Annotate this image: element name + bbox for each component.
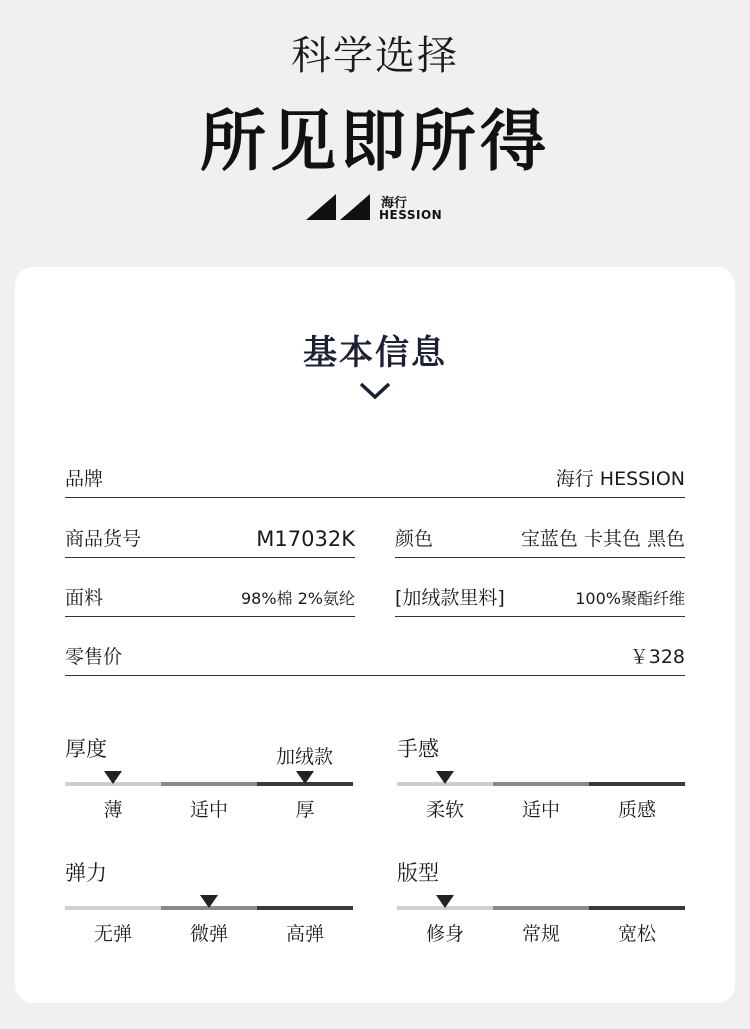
sku-row bbox=[65, 527, 355, 558]
page-subtitle: 科学选择 bbox=[291, 33, 459, 79]
thickness-tick-label: 厚 bbox=[295, 799, 315, 821]
triangle-marker-icon bbox=[296, 771, 314, 784]
logo-mark-icon bbox=[306, 190, 374, 222]
color-value: 宝蓝色 卡其色 黑色 bbox=[520, 528, 685, 550]
feel-title: 手感 bbox=[397, 737, 439, 761]
brand-label: 品牌 bbox=[65, 468, 104, 490]
brand-value: 海行 HESSION bbox=[555, 468, 685, 490]
page-title: 所见即所得 bbox=[200, 103, 550, 180]
thickness-title: 厚度 bbox=[65, 737, 107, 761]
thickness-scale-segment bbox=[161, 782, 257, 786]
triangle-marker-icon bbox=[200, 895, 218, 908]
fit-scale-segment bbox=[493, 906, 589, 910]
brand-row bbox=[65, 468, 685, 498]
fit-title: 版型 bbox=[397, 861, 439, 885]
brand-logo bbox=[306, 190, 446, 224]
triangle-marker-icon bbox=[436, 895, 454, 908]
fit-tick-label: 修身 bbox=[425, 923, 464, 945]
price-value: ￥328 bbox=[629, 646, 685, 668]
price-row bbox=[65, 646, 685, 676]
thickness-tick-label: 适中 bbox=[189, 799, 228, 821]
feel-tick-label: 适中 bbox=[521, 799, 560, 821]
fabric-value: 98%棉 2%氨纶 bbox=[240, 589, 355, 608]
logo-en-text: HESSION bbox=[379, 208, 443, 222]
thickness-tick-label: 薄 bbox=[103, 799, 123, 821]
triangle-marker-icon bbox=[104, 771, 122, 784]
lining-label: [加绒款里料] bbox=[395, 587, 505, 609]
section-title: 基本信息 bbox=[303, 333, 447, 373]
color-row bbox=[395, 528, 685, 558]
lining-value: 100%聚酯纤维 bbox=[575, 589, 685, 608]
elasticity-title: 弹力 bbox=[65, 861, 107, 885]
feel-tick-label: 柔软 bbox=[425, 799, 464, 821]
chevron-down-icon bbox=[359, 382, 391, 400]
elasticity-scale-segment bbox=[65, 906, 161, 910]
feel-tick-label: 质感 bbox=[617, 799, 656, 821]
sku-value: M17032K bbox=[256, 527, 355, 551]
logo-cn-text: 海行 bbox=[381, 196, 408, 211]
elasticity-tick-label: 高弹 bbox=[285, 923, 324, 945]
sku-label: 商品货号 bbox=[65, 528, 142, 550]
triangle-marker-icon bbox=[436, 771, 454, 784]
fit-scale-segment bbox=[589, 906, 685, 910]
fit-tick-label: 常规 bbox=[521, 923, 560, 945]
elasticity-tick-label: 无弹 bbox=[93, 923, 132, 945]
feel-scale-segment bbox=[589, 782, 685, 786]
elasticity-tick-label: 微弹 bbox=[189, 923, 228, 945]
lining-row bbox=[395, 587, 685, 617]
feel-scale-segment bbox=[493, 782, 589, 786]
color-label: 颜色 bbox=[395, 528, 434, 550]
fabric-row bbox=[65, 587, 355, 617]
elasticity-scale-segment bbox=[257, 906, 353, 910]
price-label: 零售价 bbox=[65, 646, 123, 668]
thickness-marker-note: 加绒款 bbox=[276, 746, 334, 768]
info-card bbox=[15, 267, 735, 1003]
fabric-label: 面料 bbox=[65, 587, 104, 609]
fit-tick-label: 宽松 bbox=[617, 923, 656, 945]
